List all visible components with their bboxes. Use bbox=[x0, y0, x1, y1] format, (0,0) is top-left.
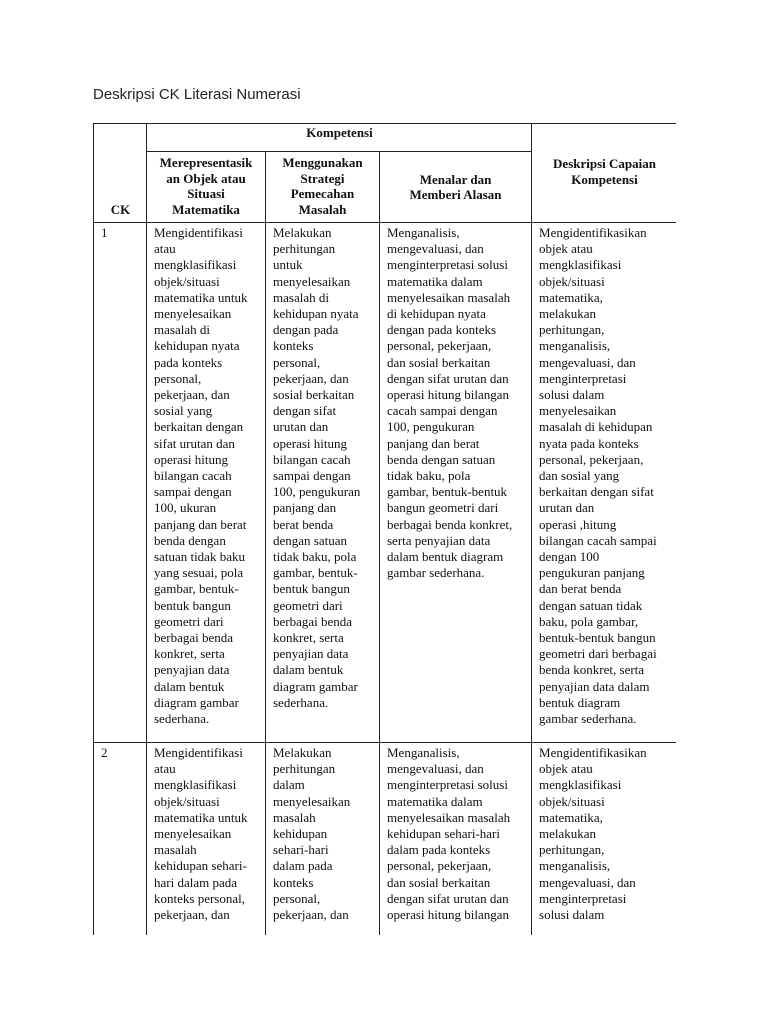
header-ck: CK bbox=[94, 124, 147, 223]
header-merepresentasikan: Merepresentasik an Objek atau Situasi Matematika bbox=[147, 152, 266, 223]
cell-deskripsi: Mengidentifikasikan objek atau mengklasifikasi objek/situasi matematika, melakukan perhitungan, menganalisis, mengevaluasi, dan menginterpretasi solusi dalam bbox=[532, 743, 676, 936]
cell-ck: 2 bbox=[94, 743, 147, 936]
table-row bbox=[94, 223, 677, 743]
header-menggunakan-strategi: Menggunakan Strategi Pemecahan Masalah bbox=[266, 152, 380, 223]
header-deskripsi-capaian: Deskripsi Capaian Kompetensi bbox=[532, 124, 676, 223]
ck-table-container bbox=[93, 123, 676, 935]
header-kompetensi: Kompetensi bbox=[147, 124, 532, 152]
cell-menggunakan-strategi: Melakukan perhitungan dalam menyelesaikan masalah kehidupan sehari-hari dalam pada konteks personal, pekerjaan, dan bbox=[266, 743, 380, 936]
page-title: Deskripsi CK Literasi Numerasi bbox=[93, 86, 301, 103]
cell-ck: 1 bbox=[94, 223, 147, 743]
cell-deskripsi: Mengidentifikasikan objek atau mengklasifikasi objek/situasi matematika, melakukan perhitungan, menganalisis, mengevaluasi, dan menginterpretasi solusi dalam menyelesaikan masalah di kehidupan nyata pada konteks personal, pekerjaan, dan sosial yang berkaitan dengan sifat urutan dan operasi ,hitung bilangan cacah sampai dengan 100 pengukuran panjang dan berat benda dengan satuan tidak baku, pola gambar, bentuk-bentuk bangun geometri dari berbagai benda konkret, serta penyajian data dalam bentuk diagram gambar sederhana. bbox=[532, 223, 676, 743]
cell-menggunakan-strategi: Melakukan perhitungan untuk menyelesaikan masalah di kehidupan nyata dengan pada konteks personal, pekerjaan, dan sosial berkaitan dengan sifat urutan dan operasi hitung bilangan cacah sampai dengan 100, pengukuran panjang dan berat benda dengan satuan tidak baku, pola gambar, bentuk- bentuk bangun geometri dari berbagai benda konkret, serta penyajian data dalam bentuk diagram gambar sederhana. bbox=[266, 223, 380, 743]
cell-menalar: Menganalisis, mengevaluasi, dan menginterpretasi solusi matematika dalam menyelesaikan masalah di kehidupan nyata dengan pada konteks personal, pekerjaan, dan sosial berkaitan dengan sifat urutan dan operasi hitung bilangan cacah sampai dengan 100, pengukuran panjang dan berat benda dengan satuan tidak baku, pola gambar, bentuk-bentuk bangun geometri dari berbagai benda konkret, serta penyajian data dalam bentuk diagram gambar sederhana. bbox=[380, 223, 532, 743]
cell-menalar: Menganalisis, mengevaluasi, dan menginterpretasi solusi matematika dalam menyelesaikan masalah kehidupan sehari-hari dalam pada konteks personal, pekerjaan, dan sosial berkaitan dengan sifat urutan dan operasi hitung bilangan bbox=[380, 743, 532, 936]
cell-merepresentasikan: Mengidentifikasi atau mengklasifikasi objek/situasi matematika untuk menyelesaikan masalah di kehidupan nyata pada konteks personal, pekerjaan, dan sosial yang berkaitan dengan sifat urutan dan operasi hitung bilangan cacah sampai dengan 100, ukuran panjang dan berat benda dengan satuan tidak baku yang sesuai, pola gambar, bentuk- bentuk bangun geometri dari berbagai benda konkret, serta penyajian data dalam bentuk diagram gambar sederhana. bbox=[147, 223, 266, 743]
header-menalar: Menalar dan Memberi Alasan bbox=[380, 152, 532, 223]
header-row-top bbox=[94, 124, 677, 152]
cell-merepresentasikan: Mengidentifikasi atau mengklasifikasi objek/situasi matematika untuk menyelesaikan masalah kehidupan sehari- hari dalam pada konteks personal, pekerjaan, dan bbox=[147, 743, 266, 936]
table-row bbox=[94, 743, 677, 936]
ck-literasi-table bbox=[93, 123, 676, 935]
